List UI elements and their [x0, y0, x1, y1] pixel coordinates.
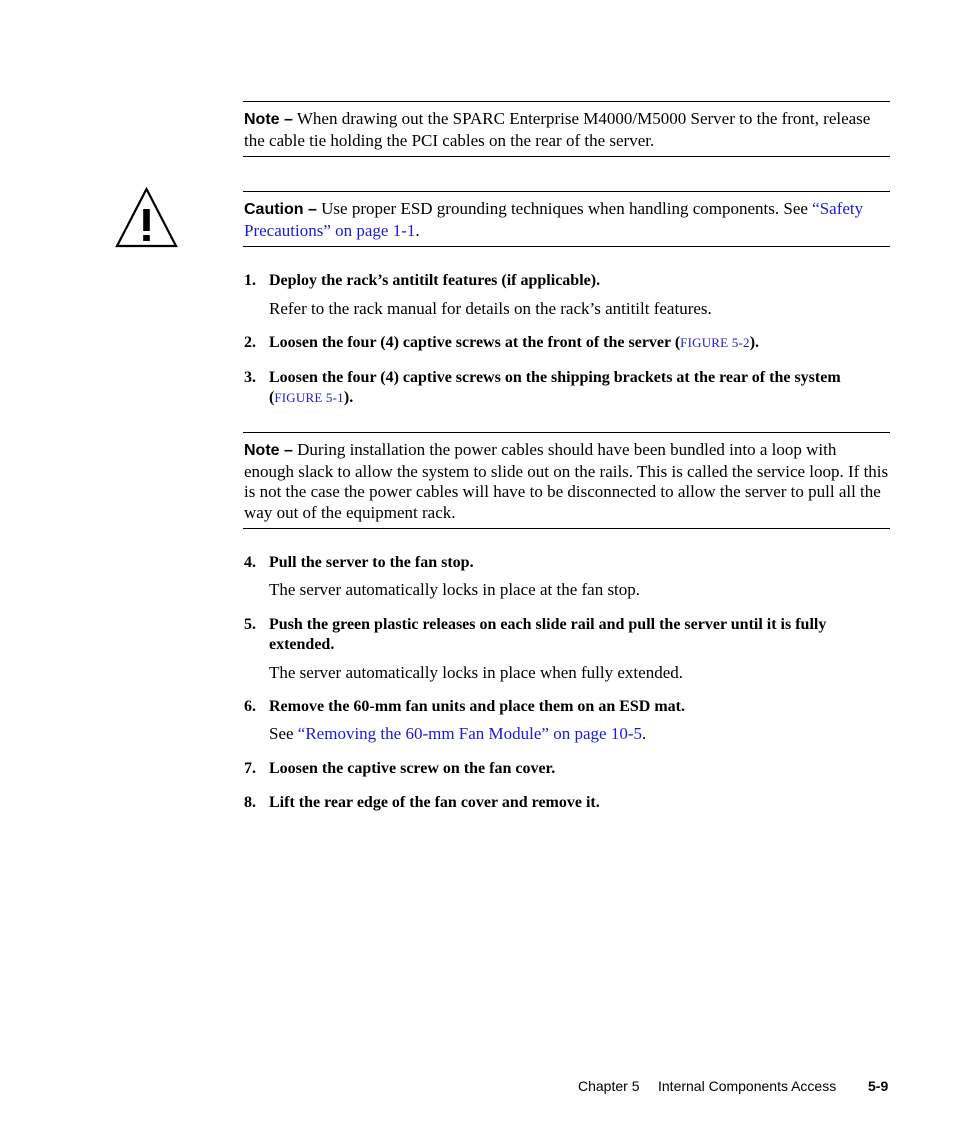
- note-top-rule: [243, 101, 890, 102]
- step-2: [244, 333, 890, 353]
- caution-text: Use proper ESD grounding techniques when handling components. See: [316, 199, 813, 218]
- note-text: When drawing out the SPARC Enterprise M4000/M5000 Server to the front, release the cable tie holding the PCI cables on the rear of the server.: [244, 109, 871, 150]
- step-number: 5.: [244, 616, 256, 633]
- step-text: Loosen the captive screw on the fan cover.: [269, 760, 556, 777]
- footer-section: Internal Components Access: [658, 1078, 837, 1094]
- step-1-body: Refer to the rack manual for details on the rack’s antitilt features.: [269, 299, 712, 318]
- step-text: Deploy the rack’s antitilt features (if applicable).: [269, 272, 601, 289]
- step-number: 1.: [244, 272, 256, 289]
- step-number: 3.: [244, 369, 256, 386]
- step-5-body: The server automatically locks in place when fully extended.: [269, 663, 683, 682]
- step-4: [244, 553, 890, 573]
- step-number: 7.: [244, 760, 256, 777]
- see-text: See: [269, 724, 298, 743]
- caution-tail: .: [415, 220, 420, 240]
- note-block: [244, 109, 890, 151]
- note-top-rule: [243, 432, 890, 433]
- step-tail: ).: [749, 334, 760, 351]
- safety-precautions-link[interactable]: “Safety Precautions” on page 1-1: [244, 199, 864, 240]
- step-number: 4.: [244, 554, 256, 571]
- note-bottom-rule: [243, 156, 890, 157]
- page-number: 5-9: [868, 1078, 889, 1094]
- figure-5-1-link[interactable]: FIGURE 5-1: [274, 390, 344, 405]
- caution-block: [244, 199, 890, 241]
- note-label: Note –: [244, 111, 293, 128]
- step-number: 2.: [244, 334, 256, 351]
- step-7: [244, 759, 890, 779]
- step-text: Loosen the four (4) captive screws at the front of the server (: [269, 334, 681, 351]
- step-tail: ).: [343, 389, 354, 406]
- step-8: [244, 793, 890, 813]
- step-text: Push the green plastic releases on each slide rail and pull the server until it is fully extended.: [269, 616, 827, 653]
- figure-5-2-link[interactable]: FIGURE 5-2: [680, 335, 750, 350]
- note-label: Note –: [244, 442, 293, 459]
- step-6-body: [269, 724, 889, 744]
- step-text: Remove the 60-mm fan units and place them on an ESD mat.: [269, 698, 685, 715]
- caution-top-rule: [243, 191, 890, 192]
- caution-bottom-rule: [243, 246, 890, 247]
- body-tail: .: [641, 724, 647, 743]
- note-block: [244, 440, 890, 523]
- step-5: [244, 615, 890, 655]
- step-number: 8.: [244, 794, 256, 811]
- note-bottom-rule: [243, 528, 890, 529]
- step-3: [244, 368, 890, 408]
- step-1: [244, 271, 890, 291]
- step-4-body: The server automatically locks in place at the fan stop.: [269, 580, 641, 599]
- step-6: [244, 697, 890, 717]
- note-text: During installation the power cables should have been bundled into a loop with enough slack to allow the system to slide out on the rails. This is called the service loop. If this is not the case the power cables will have to be disconnected to allow the server to pull all the way out of the equipment rack.: [244, 440, 889, 522]
- step-text: Lift the rear edge of the fan cover and remove it.: [269, 794, 600, 811]
- step-text: Pull the server to the fan stop.: [269, 554, 474, 571]
- warning-triangle-icon: [115, 187, 178, 249]
- step-text: Loosen the four (4) captive screws on the shipping brackets at the rear of the system (: [269, 369, 841, 406]
- footer-chapter: Chapter 5: [578, 1078, 640, 1094]
- step-number: 6.: [244, 698, 256, 715]
- removing-fan-module-link[interactable]: “Removing the 60-mm Fan Module” on page 10-5: [297, 724, 642, 743]
- caution-label: Caution –: [244, 201, 317, 218]
